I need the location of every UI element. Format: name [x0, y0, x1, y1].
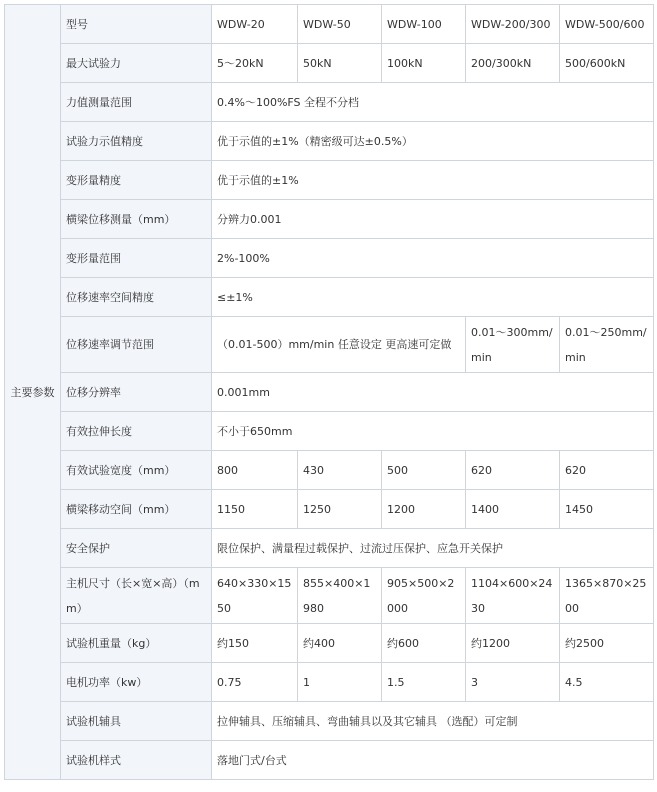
row-label: 力值测量范围: [61, 83, 212, 122]
value-cell: 855×400×1980: [298, 568, 382, 624]
value-cell: 约1200: [466, 624, 560, 663]
value-cell: 0.01～300mm/min: [466, 317, 560, 373]
table-row: [5, 122, 654, 161]
table-row: [5, 317, 654, 373]
table-row: [5, 161, 654, 200]
row-label: 有效试验宽度（mm）: [61, 451, 212, 490]
value-cell: 1365×870×2500: [560, 568, 654, 624]
table-row: [5, 702, 654, 741]
table-row: [5, 373, 654, 412]
value-cell: 分辨力0.001: [212, 200, 654, 239]
row-label: 电机功率（kw）: [61, 663, 212, 702]
table-row: [5, 741, 654, 780]
row-label: 安全保护: [61, 529, 212, 568]
row-label: 试验机重量（kg）: [61, 624, 212, 663]
row-label: 试验机辅具: [61, 702, 212, 741]
value-cell: 1200: [382, 490, 466, 529]
section-label: 主要参数: [5, 5, 61, 780]
model-cell: WDW-100: [382, 5, 466, 44]
value-cell: 1250: [298, 490, 382, 529]
value-cell: 约2500: [560, 624, 654, 663]
value-cell: 1400: [466, 490, 560, 529]
table-row: [5, 239, 654, 278]
model-cell: WDW-50: [298, 5, 382, 44]
model-cell: WDW-500/600: [560, 5, 654, 44]
value-cell: 620: [466, 451, 560, 490]
value-cell: 500/600kN: [560, 44, 654, 83]
value-cell: 905×500×2000: [382, 568, 466, 624]
value-cell: 约400: [298, 624, 382, 663]
row-label: 主机尺寸（长×宽×高）（mm）: [61, 568, 212, 624]
value-cell: 200/300kN: [466, 44, 560, 83]
value-cell: 优于示值的±1%（精密级可达±0.5%）: [212, 122, 654, 161]
value-cell: 640×330×1550: [212, 568, 298, 624]
table-row: [5, 200, 654, 239]
row-label: 型号: [61, 5, 212, 44]
value-cell: 限位保护、满量程过载保护、过流过压保护、应急开关保护: [212, 529, 654, 568]
model-cell: WDW-20: [212, 5, 298, 44]
value-cell: 50kN: [298, 44, 382, 83]
row-label: 有效拉伸长度: [61, 412, 212, 451]
value-cell: ≤±1%: [212, 278, 654, 317]
table-row: [5, 278, 654, 317]
row-label: 位移速率调节范围: [61, 317, 212, 373]
row-label: 试验力示值精度: [61, 122, 212, 161]
table-row: [5, 83, 654, 122]
row-label: 横梁位移测量（mm）: [61, 200, 212, 239]
value-cell: 0.01～250mm/min: [560, 317, 654, 373]
value-cell: 不小于650mm: [212, 412, 654, 451]
table-row: [5, 451, 654, 490]
table-row: [5, 412, 654, 451]
row-label: 变形量精度: [61, 161, 212, 200]
value-cell: 1450: [560, 490, 654, 529]
value-cell: 1: [298, 663, 382, 702]
row-label: 试验机样式: [61, 741, 212, 780]
table-row: [5, 568, 654, 624]
row-label: 位移分辨率: [61, 373, 212, 412]
value-cell: 5～20kN: [212, 44, 298, 83]
spec-table: [4, 4, 654, 780]
value-cell: 800: [212, 451, 298, 490]
value-cell: 落地门式/台式: [212, 741, 654, 780]
value-cell: 约150: [212, 624, 298, 663]
value-cell: 500: [382, 451, 466, 490]
row-label: 位移速率空间精度: [61, 278, 212, 317]
table-row: [5, 663, 654, 702]
value-cell: 430: [298, 451, 382, 490]
value-cell: （0.01-500）mm/min 任意设定 更高速可定做: [212, 317, 466, 373]
value-cell: 2%-100%: [212, 239, 654, 278]
value-cell: 0.75: [212, 663, 298, 702]
table-row: [5, 5, 654, 44]
value-cell: 约600: [382, 624, 466, 663]
model-cell: WDW-200/300: [466, 5, 560, 44]
table-row: [5, 529, 654, 568]
row-label: 变形量范围: [61, 239, 212, 278]
value-cell: 1.5: [382, 663, 466, 702]
value-cell: 3: [466, 663, 560, 702]
value-cell: 拉伸辅具、压缩辅具、弯曲辅具以及其它辅具 （选配）可定制: [212, 702, 654, 741]
value-cell: 620: [560, 451, 654, 490]
table-row: [5, 490, 654, 529]
table-row: [5, 624, 654, 663]
value-cell: 0.001mm: [212, 373, 654, 412]
value-cell: 4.5: [560, 663, 654, 702]
value-cell: 100kN: [382, 44, 466, 83]
value-cell: 优于示值的±1%: [212, 161, 654, 200]
value-cell: 0.4%～100%FS 全程不分档: [212, 83, 654, 122]
row-label: 最大试验力: [61, 44, 212, 83]
value-cell: 1150: [212, 490, 298, 529]
table-row: [5, 44, 654, 83]
value-cell: 1104×600×2430: [466, 568, 560, 624]
row-label: 横梁移动空间（mm）: [61, 490, 212, 529]
